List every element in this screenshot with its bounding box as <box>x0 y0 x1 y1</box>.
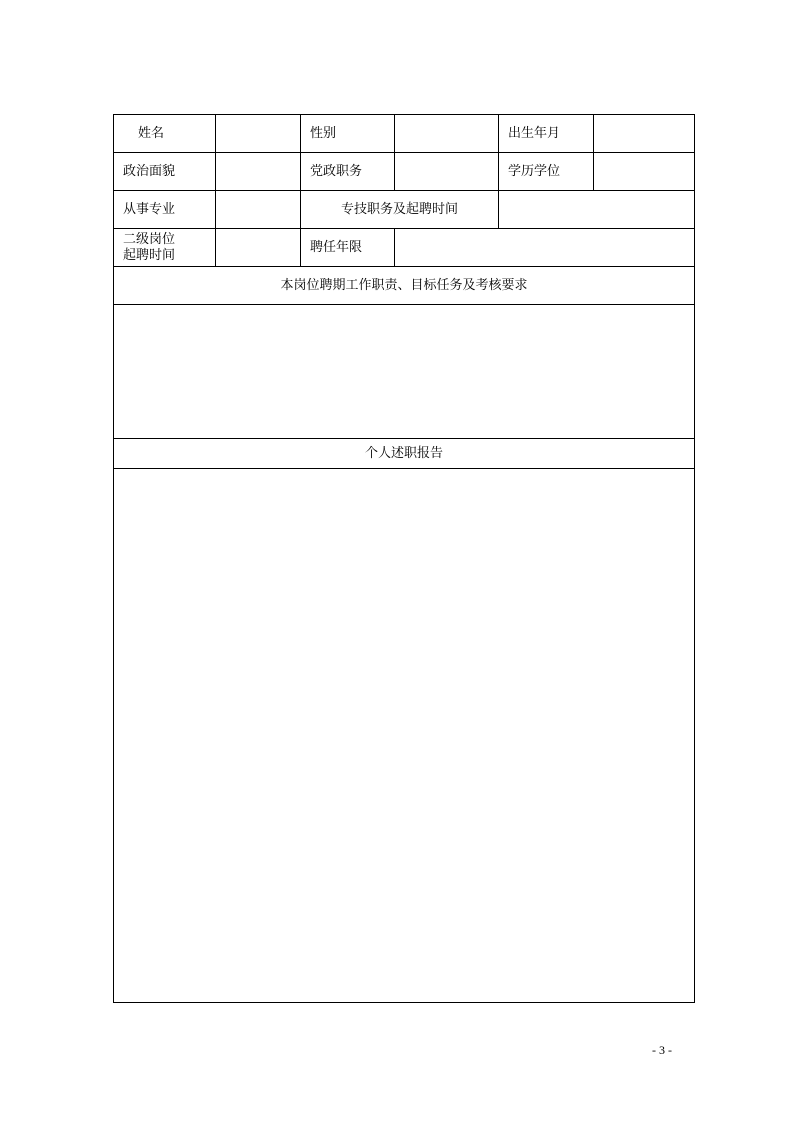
report-heading: 个人述职报告 <box>364 445 443 461</box>
duties-heading: 本岗位聘期工作职责、目标任务及考核要求 <box>280 277 528 293</box>
form-row-appointment <box>114 229 694 267</box>
name-field[interactable] <box>216 115 301 152</box>
name-label: 姓名 <box>114 115 216 152</box>
report-content-area[interactable] <box>114 469 694 1002</box>
form-row-basic-info <box>114 115 694 153</box>
party-post-label: 党政职务 <box>301 153 395 190</box>
gender-label: 性别 <box>301 115 395 152</box>
report-heading-row <box>114 439 694 469</box>
duties-content-area[interactable] <box>114 305 694 439</box>
birth-date-field[interactable] <box>594 115 694 152</box>
professional-title-label: 专技职务及起聘时间 <box>301 191 499 228</box>
education-field[interactable] <box>594 153 694 190</box>
page-number: - 3 - <box>652 1043 672 1057</box>
term-field[interactable] <box>395 229 694 266</box>
duties-heading-row <box>114 267 694 305</box>
term-label: 聘任年限 <box>301 229 395 266</box>
party-post-field[interactable] <box>395 153 499 190</box>
level-start-field[interactable] <box>216 229 301 266</box>
birth-date-label: 出生年月 <box>499 115 594 152</box>
form-row-political-info <box>114 153 694 191</box>
specialty-field[interactable] <box>216 191 301 228</box>
political-status-field[interactable] <box>216 153 301 190</box>
political-status-label: 政治面貌 <box>114 153 216 190</box>
specialty-label: 从事专业 <box>114 191 216 228</box>
level-start-label-line1: 二级岗位 <box>123 231 176 247</box>
professional-title-field[interactable] <box>499 191 694 228</box>
gender-field[interactable] <box>395 115 499 152</box>
education-label: 学历学位 <box>499 153 594 190</box>
level-start-label <box>114 229 216 266</box>
form-row-specialty <box>114 191 694 229</box>
level-start-label-line2: 起聘时间 <box>123 247 176 263</box>
appointment-form-table <box>113 114 695 1003</box>
